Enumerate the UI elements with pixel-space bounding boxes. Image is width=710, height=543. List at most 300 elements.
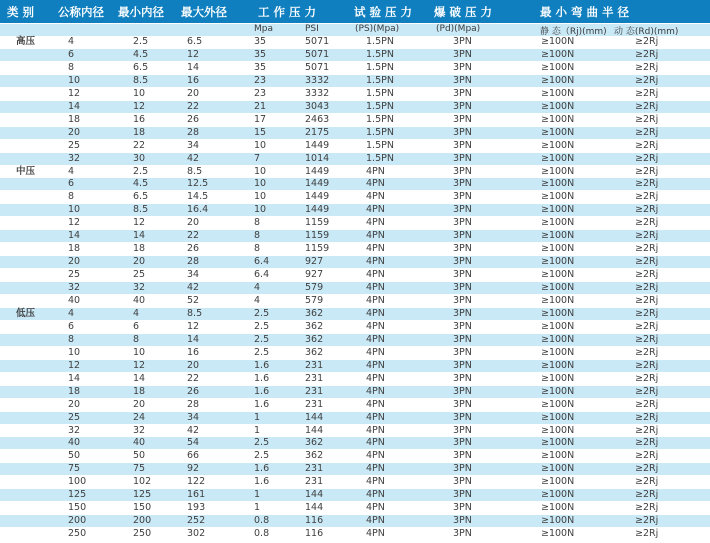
test-pressure-cell: 1.5PN	[366, 100, 394, 112]
dynamic-radius-cell: ≥2Rj	[635, 515, 659, 527]
dynamic-radius-cell: ≥2Rj	[635, 295, 659, 306]
test-pressure-cell: 4PN	[366, 372, 385, 384]
working-psi-cell: 1449	[305, 191, 330, 203]
dynamic-radius-cell: ≥2Rj	[635, 139, 659, 151]
working-mpa-cell: 1.6	[254, 463, 270, 475]
static-radius-cell: ≥100N	[541, 437, 575, 449]
nominal-id-cell: 4	[68, 307, 75, 319]
dynamic-radius-cell: ≥2Rj	[635, 528, 659, 540]
burst-pressure-cell: 3PN	[453, 165, 472, 177]
min-id-cell: 12	[133, 217, 146, 229]
max-od-cell: 26	[187, 113, 200, 125]
working-psi-cell: 2175	[305, 126, 330, 138]
max-od-cell: 22	[187, 230, 200, 242]
burst-pressure-cell: 3PN	[453, 489, 472, 501]
min-id-cell: 40	[133, 295, 146, 306]
working-mpa-cell: 6.4	[254, 269, 270, 281]
static-radius-cell: ≥100N	[541, 320, 575, 332]
nominal-id-cell: 12	[68, 359, 81, 371]
nominal-id-cell: 8	[68, 191, 75, 203]
table-header	[0, 0, 710, 23]
working-psi-cell: 231	[305, 476, 324, 488]
nominal-id-cell: 40	[68, 437, 81, 449]
test-pressure-cell: 4PN	[366, 463, 385, 475]
burst-pressure-cell: 3PN	[453, 269, 472, 281]
table-row	[0, 114, 710, 126]
max-od-cell: 16.4	[187, 204, 209, 216]
burst-pressure-cell: 3PN	[453, 398, 472, 410]
nominal-id-cell: 25	[68, 411, 81, 423]
dynamic-radius-cell: ≥2Rj	[635, 346, 659, 358]
dynamic-radius-cell: ≥2Rj	[635, 126, 659, 138]
static-radius-cell: ≥100N	[541, 346, 575, 358]
burst-pressure-cell: 3PN	[453, 463, 472, 475]
min-id-cell: 16	[133, 113, 146, 125]
test-pressure-cell: 4PN	[366, 178, 385, 190]
dynamic-radius-cell: ≥2Rj	[635, 411, 659, 423]
nominal-id-cell: 40	[68, 295, 81, 306]
dynamic-radius-cell: ≥2Rj	[635, 230, 659, 242]
working-mpa-cell: 2.5	[254, 333, 270, 345]
test-pressure-cell: 1.5PN	[366, 126, 394, 138]
dynamic-radius-cell: ≥2Rj	[635, 424, 659, 436]
table-row	[0, 528, 710, 540]
static-radius-cell: ≥100N	[541, 87, 575, 99]
min-id-cell: 22	[133, 139, 146, 151]
min-id-cell: 10	[133, 346, 146, 358]
table-row	[0, 412, 710, 424]
dynamic-radius-cell: ≥2Rj	[635, 450, 659, 462]
dynamic-radius-cell: ≥2Rj	[635, 36, 659, 47]
table-row	[0, 360, 710, 372]
header-burst-pressure: 爆 破 压 力	[434, 5, 493, 19]
static-radius-cell: ≥100N	[541, 398, 575, 410]
static-radius-cell: ≥100N	[541, 139, 575, 151]
max-od-cell: 8.5	[187, 307, 203, 319]
dynamic-radius-cell: ≥2Rj	[635, 269, 659, 281]
test-pressure-cell: 4PN	[366, 333, 385, 345]
min-id-cell: 25	[133, 269, 146, 281]
subheader-dynamic: 动 态(Rd)(mm)	[614, 27, 679, 37]
burst-pressure-cell: 3PN	[453, 411, 472, 423]
working-mpa-cell: 2.5	[254, 437, 270, 449]
static-radius-cell: ≥100N	[541, 295, 575, 306]
burst-pressure-cell: 3PN	[453, 333, 472, 345]
test-pressure-cell: 1.5PN	[366, 48, 394, 60]
min-id-cell: 18	[133, 126, 146, 138]
max-od-cell: 22	[187, 100, 200, 112]
working-mpa-cell: 6.4	[254, 256, 270, 268]
nominal-id-cell: 18	[68, 113, 81, 125]
table-row	[0, 191, 710, 203]
min-id-cell: 6.5	[133, 61, 149, 73]
nominal-id-cell: 8	[68, 61, 75, 73]
max-od-cell: 28	[187, 398, 200, 410]
header-max-od: 最大外径	[181, 5, 227, 19]
burst-pressure-cell: 3PN	[453, 437, 472, 449]
working-psi-cell: 3043	[305, 100, 330, 112]
min-id-cell: 18	[133, 385, 146, 397]
static-radius-cell: ≥100N	[541, 515, 575, 527]
burst-pressure-cell: 3PN	[453, 346, 472, 358]
static-radius-cell: ≥100N	[541, 256, 575, 268]
test-pressure-cell: 4PN	[366, 165, 385, 177]
table-row	[0, 166, 710, 178]
min-id-cell: 8.5	[133, 74, 149, 86]
max-od-cell: 26	[187, 385, 200, 397]
nominal-id-cell: 250	[68, 528, 87, 540]
working-mpa-cell: 35	[254, 48, 267, 60]
dynamic-radius-cell: ≥2Rj	[635, 282, 659, 294]
static-radius-cell: ≥100N	[541, 191, 575, 203]
static-radius-cell: ≥100N	[541, 74, 575, 86]
static-radius-cell: ≥100N	[541, 424, 575, 436]
max-od-cell: 34	[187, 139, 200, 151]
max-od-cell: 52	[187, 295, 200, 306]
max-od-cell: 302	[187, 528, 206, 540]
max-od-cell: 12.5	[187, 178, 209, 190]
working-psi-cell: 3332	[305, 74, 330, 86]
test-pressure-cell: 4PN	[366, 437, 385, 449]
burst-pressure-cell: 3PN	[453, 385, 472, 397]
test-pressure-cell: 4PN	[366, 243, 385, 255]
min-id-cell: 125	[133, 489, 152, 501]
max-od-cell: 42	[187, 424, 200, 436]
dynamic-radius-cell: ≥2Rj	[635, 256, 659, 268]
max-od-cell: 20	[187, 87, 200, 99]
header-category: 类 别	[7, 5, 35, 19]
working-psi-cell: 362	[305, 320, 324, 332]
working-mpa-cell: 4	[254, 295, 261, 306]
static-radius-cell: ≥100N	[541, 333, 575, 345]
burst-pressure-cell: 3PN	[453, 243, 472, 255]
working-mpa-cell: 21	[254, 100, 267, 112]
nominal-id-cell: 20	[68, 256, 81, 268]
burst-pressure-cell: 3PN	[453, 320, 472, 332]
static-radius-cell: ≥100N	[541, 489, 575, 501]
working-psi-cell: 1449	[305, 139, 330, 151]
working-mpa-cell: 0.8	[254, 528, 270, 540]
nominal-id-cell: 6	[68, 320, 75, 332]
working-mpa-cell: 8	[254, 217, 261, 229]
nominal-id-cell: 50	[68, 450, 81, 462]
min-id-cell: 40	[133, 437, 146, 449]
burst-pressure-cell: 3PN	[453, 36, 472, 47]
min-id-cell: 50	[133, 450, 146, 462]
table-row	[0, 476, 710, 488]
burst-pressure-cell: 3PN	[453, 450, 472, 462]
working-mpa-cell: 4	[254, 282, 261, 294]
burst-pressure-cell: 3PN	[453, 61, 472, 73]
static-radius-cell: ≥100N	[541, 282, 575, 294]
static-radius-cell: ≥100N	[541, 113, 575, 125]
working-mpa-cell: 1.6	[254, 359, 270, 371]
working-mpa-cell: 1	[254, 489, 261, 501]
burst-pressure-cell: 3PN	[453, 295, 472, 306]
max-od-cell: 16	[187, 74, 200, 86]
static-radius-cell: ≥100N	[541, 307, 575, 319]
burst-pressure-cell: 3PN	[453, 515, 472, 527]
category-label: 高压	[16, 36, 36, 47]
max-od-cell: 252	[187, 515, 206, 527]
max-od-cell: 8.5	[187, 165, 203, 177]
burst-pressure-cell: 3PN	[453, 359, 472, 371]
dynamic-radius-cell: ≥2Rj	[635, 359, 659, 371]
table-row	[0, 243, 710, 255]
nominal-id-cell: 25	[68, 139, 81, 151]
working-mpa-cell: 15	[254, 126, 267, 138]
working-psi-cell: 1159	[305, 243, 330, 255]
max-od-cell: 12	[187, 320, 200, 332]
min-id-cell: 150	[133, 502, 152, 514]
working-psi-cell: 1014	[305, 152, 330, 164]
header-min-bend-radius: 最 小 弯 曲 半 径	[540, 5, 630, 19]
header-nominal-id: 公称内径	[58, 5, 104, 19]
max-od-cell: 92	[187, 463, 200, 475]
static-radius-cell: ≥100N	[541, 269, 575, 281]
test-pressure-cell: 4PN	[366, 269, 385, 281]
test-pressure-cell: 4PN	[366, 282, 385, 294]
working-psi-cell: 5071	[305, 61, 330, 73]
working-psi-cell: 362	[305, 450, 324, 462]
max-od-cell: 42	[187, 282, 200, 294]
nominal-id-cell: 4	[68, 165, 75, 177]
nominal-id-cell: 125	[68, 489, 87, 501]
min-id-cell: 4.5	[133, 48, 149, 60]
min-id-cell: 20	[133, 398, 146, 410]
working-psi-cell: 231	[305, 359, 324, 371]
table-row	[0, 373, 710, 385]
dynamic-radius-cell: ≥2Rj	[635, 178, 659, 190]
static-radius-cell: ≥100N	[541, 126, 575, 138]
nominal-id-cell: 14	[68, 372, 81, 384]
static-radius-cell: ≥100N	[541, 165, 575, 177]
nominal-id-cell: 10	[68, 204, 81, 216]
test-pressure-cell: 4PN	[366, 230, 385, 242]
max-od-cell: 28	[187, 126, 200, 138]
max-od-cell: 28	[187, 256, 200, 268]
test-pressure-cell: 4PN	[366, 320, 385, 332]
min-id-cell: 24	[133, 411, 146, 423]
burst-pressure-cell: 3PN	[453, 139, 472, 151]
static-radius-cell: ≥100N	[541, 152, 575, 164]
min-id-cell: 200	[133, 515, 152, 527]
nominal-id-cell: 150	[68, 502, 87, 514]
working-mpa-cell: 10	[254, 178, 267, 190]
static-radius-cell: ≥100N	[541, 36, 575, 47]
min-id-cell: 75	[133, 463, 146, 475]
test-pressure-cell: 4PN	[366, 204, 385, 216]
static-radius-cell: ≥100N	[541, 411, 575, 423]
table-row	[0, 437, 710, 449]
burst-pressure-cell: 3PN	[453, 48, 472, 60]
test-pressure-cell: 4PN	[366, 424, 385, 436]
dynamic-radius-cell: ≥2Rj	[635, 217, 659, 229]
max-od-cell: 54	[187, 437, 200, 449]
table-row	[0, 321, 710, 333]
table-row	[0, 489, 710, 501]
working-psi-cell: 144	[305, 489, 324, 501]
table-row	[0, 450, 710, 462]
table-row	[0, 101, 710, 113]
nominal-id-cell: 14	[68, 100, 81, 112]
max-od-cell: 14	[187, 333, 200, 345]
max-od-cell: 66	[187, 450, 200, 462]
burst-pressure-cell: 3PN	[453, 178, 472, 190]
max-od-cell: 14	[187, 61, 200, 73]
working-mpa-cell: 1.6	[254, 398, 270, 410]
min-id-cell: 20	[133, 256, 146, 268]
nominal-id-cell: 20	[68, 398, 81, 410]
min-id-cell: 250	[133, 528, 152, 540]
nominal-id-cell: 75	[68, 463, 81, 475]
table-row	[0, 295, 710, 307]
table-row	[0, 62, 710, 74]
nominal-id-cell: 8	[68, 333, 75, 345]
max-od-cell: 20	[187, 217, 200, 229]
working-mpa-cell: 10	[254, 204, 267, 216]
dynamic-radius-cell: ≥2Rj	[635, 385, 659, 397]
min-id-cell: 30	[133, 152, 146, 164]
static-radius-cell: ≥100N	[541, 204, 575, 216]
dynamic-radius-cell: ≥2Rj	[635, 463, 659, 475]
min-id-cell: 102	[133, 476, 152, 488]
nominal-id-cell: 12	[68, 87, 81, 99]
dynamic-radius-cell: ≥2Rj	[635, 372, 659, 384]
min-id-cell: 18	[133, 243, 146, 255]
min-id-cell: 12	[133, 359, 146, 371]
dynamic-radius-cell: ≥2Rj	[635, 152, 659, 164]
min-id-cell: 2.5	[133, 36, 149, 47]
static-radius-cell: ≥100N	[541, 476, 575, 488]
working-psi-cell: 927	[305, 256, 324, 268]
burst-pressure-cell: 3PN	[453, 528, 472, 540]
dynamic-radius-cell: ≥2Rj	[635, 165, 659, 177]
category-label: 中压	[16, 165, 36, 177]
working-psi-cell: 144	[305, 502, 324, 514]
dynamic-radius-cell: ≥2Rj	[635, 48, 659, 60]
working-mpa-cell: 7	[254, 152, 261, 164]
working-mpa-cell: 8	[254, 230, 261, 242]
static-radius-cell: ≥100N	[541, 178, 575, 190]
working-psi-cell: 116	[305, 528, 324, 540]
table-row	[0, 515, 710, 527]
test-pressure-cell: 4PN	[366, 359, 385, 371]
dynamic-radius-cell: ≥2Rj	[635, 502, 659, 514]
header-working-pressure: 工 作 压 力	[258, 5, 317, 19]
static-radius-cell: ≥100N	[541, 48, 575, 60]
table-row	[0, 153, 710, 165]
working-mpa-cell: 2.5	[254, 307, 270, 319]
nominal-id-cell: 32	[68, 152, 81, 164]
dynamic-radius-cell: ≥2Rj	[635, 489, 659, 501]
table-row	[0, 49, 710, 61]
max-od-cell: 193	[187, 502, 206, 514]
subheader-static: 静 态（Rj)(mm)	[540, 27, 607, 37]
burst-pressure-cell: 3PN	[453, 372, 472, 384]
min-id-cell: 6.5	[133, 191, 149, 203]
working-mpa-cell: 10	[254, 191, 267, 203]
nominal-id-cell: 200	[68, 515, 87, 527]
subheader-test-unit: (PS)(Mpa)	[355, 24, 400, 34]
working-psi-cell: 3332	[305, 87, 330, 99]
static-radius-cell: ≥100N	[541, 61, 575, 73]
working-mpa-cell: 23	[254, 87, 267, 99]
working-psi-cell: 5071	[305, 48, 330, 60]
burst-pressure-cell: 3PN	[453, 113, 472, 125]
dynamic-radius-cell: ≥2Rj	[635, 100, 659, 112]
max-od-cell: 34	[187, 411, 200, 423]
max-od-cell: 12	[187, 48, 200, 60]
working-psi-cell: 116	[305, 515, 324, 527]
working-mpa-cell: 1.6	[254, 476, 270, 488]
table-row	[0, 502, 710, 514]
table-row	[0, 217, 710, 229]
table-row	[0, 88, 710, 100]
working-mpa-cell: 2.5	[254, 450, 270, 462]
burst-pressure-cell: 3PN	[453, 217, 472, 229]
test-pressure-cell: 4PN	[366, 256, 385, 268]
nominal-id-cell: 32	[68, 424, 81, 436]
burst-pressure-cell: 3PN	[453, 476, 472, 488]
category-label: 低压	[16, 307, 36, 319]
static-radius-cell: ≥100N	[541, 502, 575, 514]
min-id-cell: 8	[133, 333, 140, 345]
test-pressure-cell: 4PN	[366, 476, 385, 488]
min-id-cell: 14	[133, 372, 146, 384]
working-mpa-cell: 1.6	[254, 385, 270, 397]
table-row	[0, 347, 710, 359]
test-pressure-cell: 4PN	[366, 191, 385, 203]
table-row	[0, 36, 710, 48]
test-pressure-cell: 1.5PN	[366, 152, 394, 164]
test-pressure-cell: 4PN	[366, 346, 385, 358]
dynamic-radius-cell: ≥2Rj	[635, 191, 659, 203]
min-id-cell: 12	[133, 100, 146, 112]
working-psi-cell: 1449	[305, 165, 330, 177]
table-row	[0, 127, 710, 139]
working-mpa-cell: 8	[254, 243, 261, 255]
working-psi-cell: 231	[305, 463, 324, 475]
subheader-mpa: Mpa	[254, 24, 273, 34]
static-radius-cell: ≥100N	[541, 528, 575, 540]
static-radius-cell: ≥100N	[541, 230, 575, 242]
working-psi-cell: 362	[305, 437, 324, 449]
working-psi-cell: 362	[305, 333, 324, 345]
table-row	[0, 269, 710, 281]
max-od-cell: 6.5	[187, 36, 203, 47]
table-row	[0, 140, 710, 152]
max-od-cell: 22	[187, 372, 200, 384]
working-mpa-cell: 1	[254, 411, 261, 423]
test-pressure-cell: 4PN	[366, 489, 385, 501]
working-psi-cell: 2463	[305, 113, 330, 125]
dynamic-radius-cell: ≥2Rj	[635, 61, 659, 73]
working-psi-cell: 1159	[305, 230, 330, 242]
static-radius-cell: ≥100N	[541, 359, 575, 371]
working-psi-cell: 144	[305, 411, 324, 423]
working-psi-cell: 231	[305, 398, 324, 410]
static-radius-cell: ≥100N	[541, 100, 575, 112]
working-mpa-cell: 2.5	[254, 320, 270, 332]
static-radius-cell: ≥100N	[541, 372, 575, 384]
min-id-cell: 4	[133, 307, 140, 319]
working-mpa-cell: 1.6	[254, 372, 270, 384]
min-id-cell: 32	[133, 282, 146, 294]
nominal-id-cell: 32	[68, 282, 81, 294]
dynamic-radius-cell: ≥2Rj	[635, 307, 659, 319]
test-pressure-cell: 4PN	[366, 307, 385, 319]
